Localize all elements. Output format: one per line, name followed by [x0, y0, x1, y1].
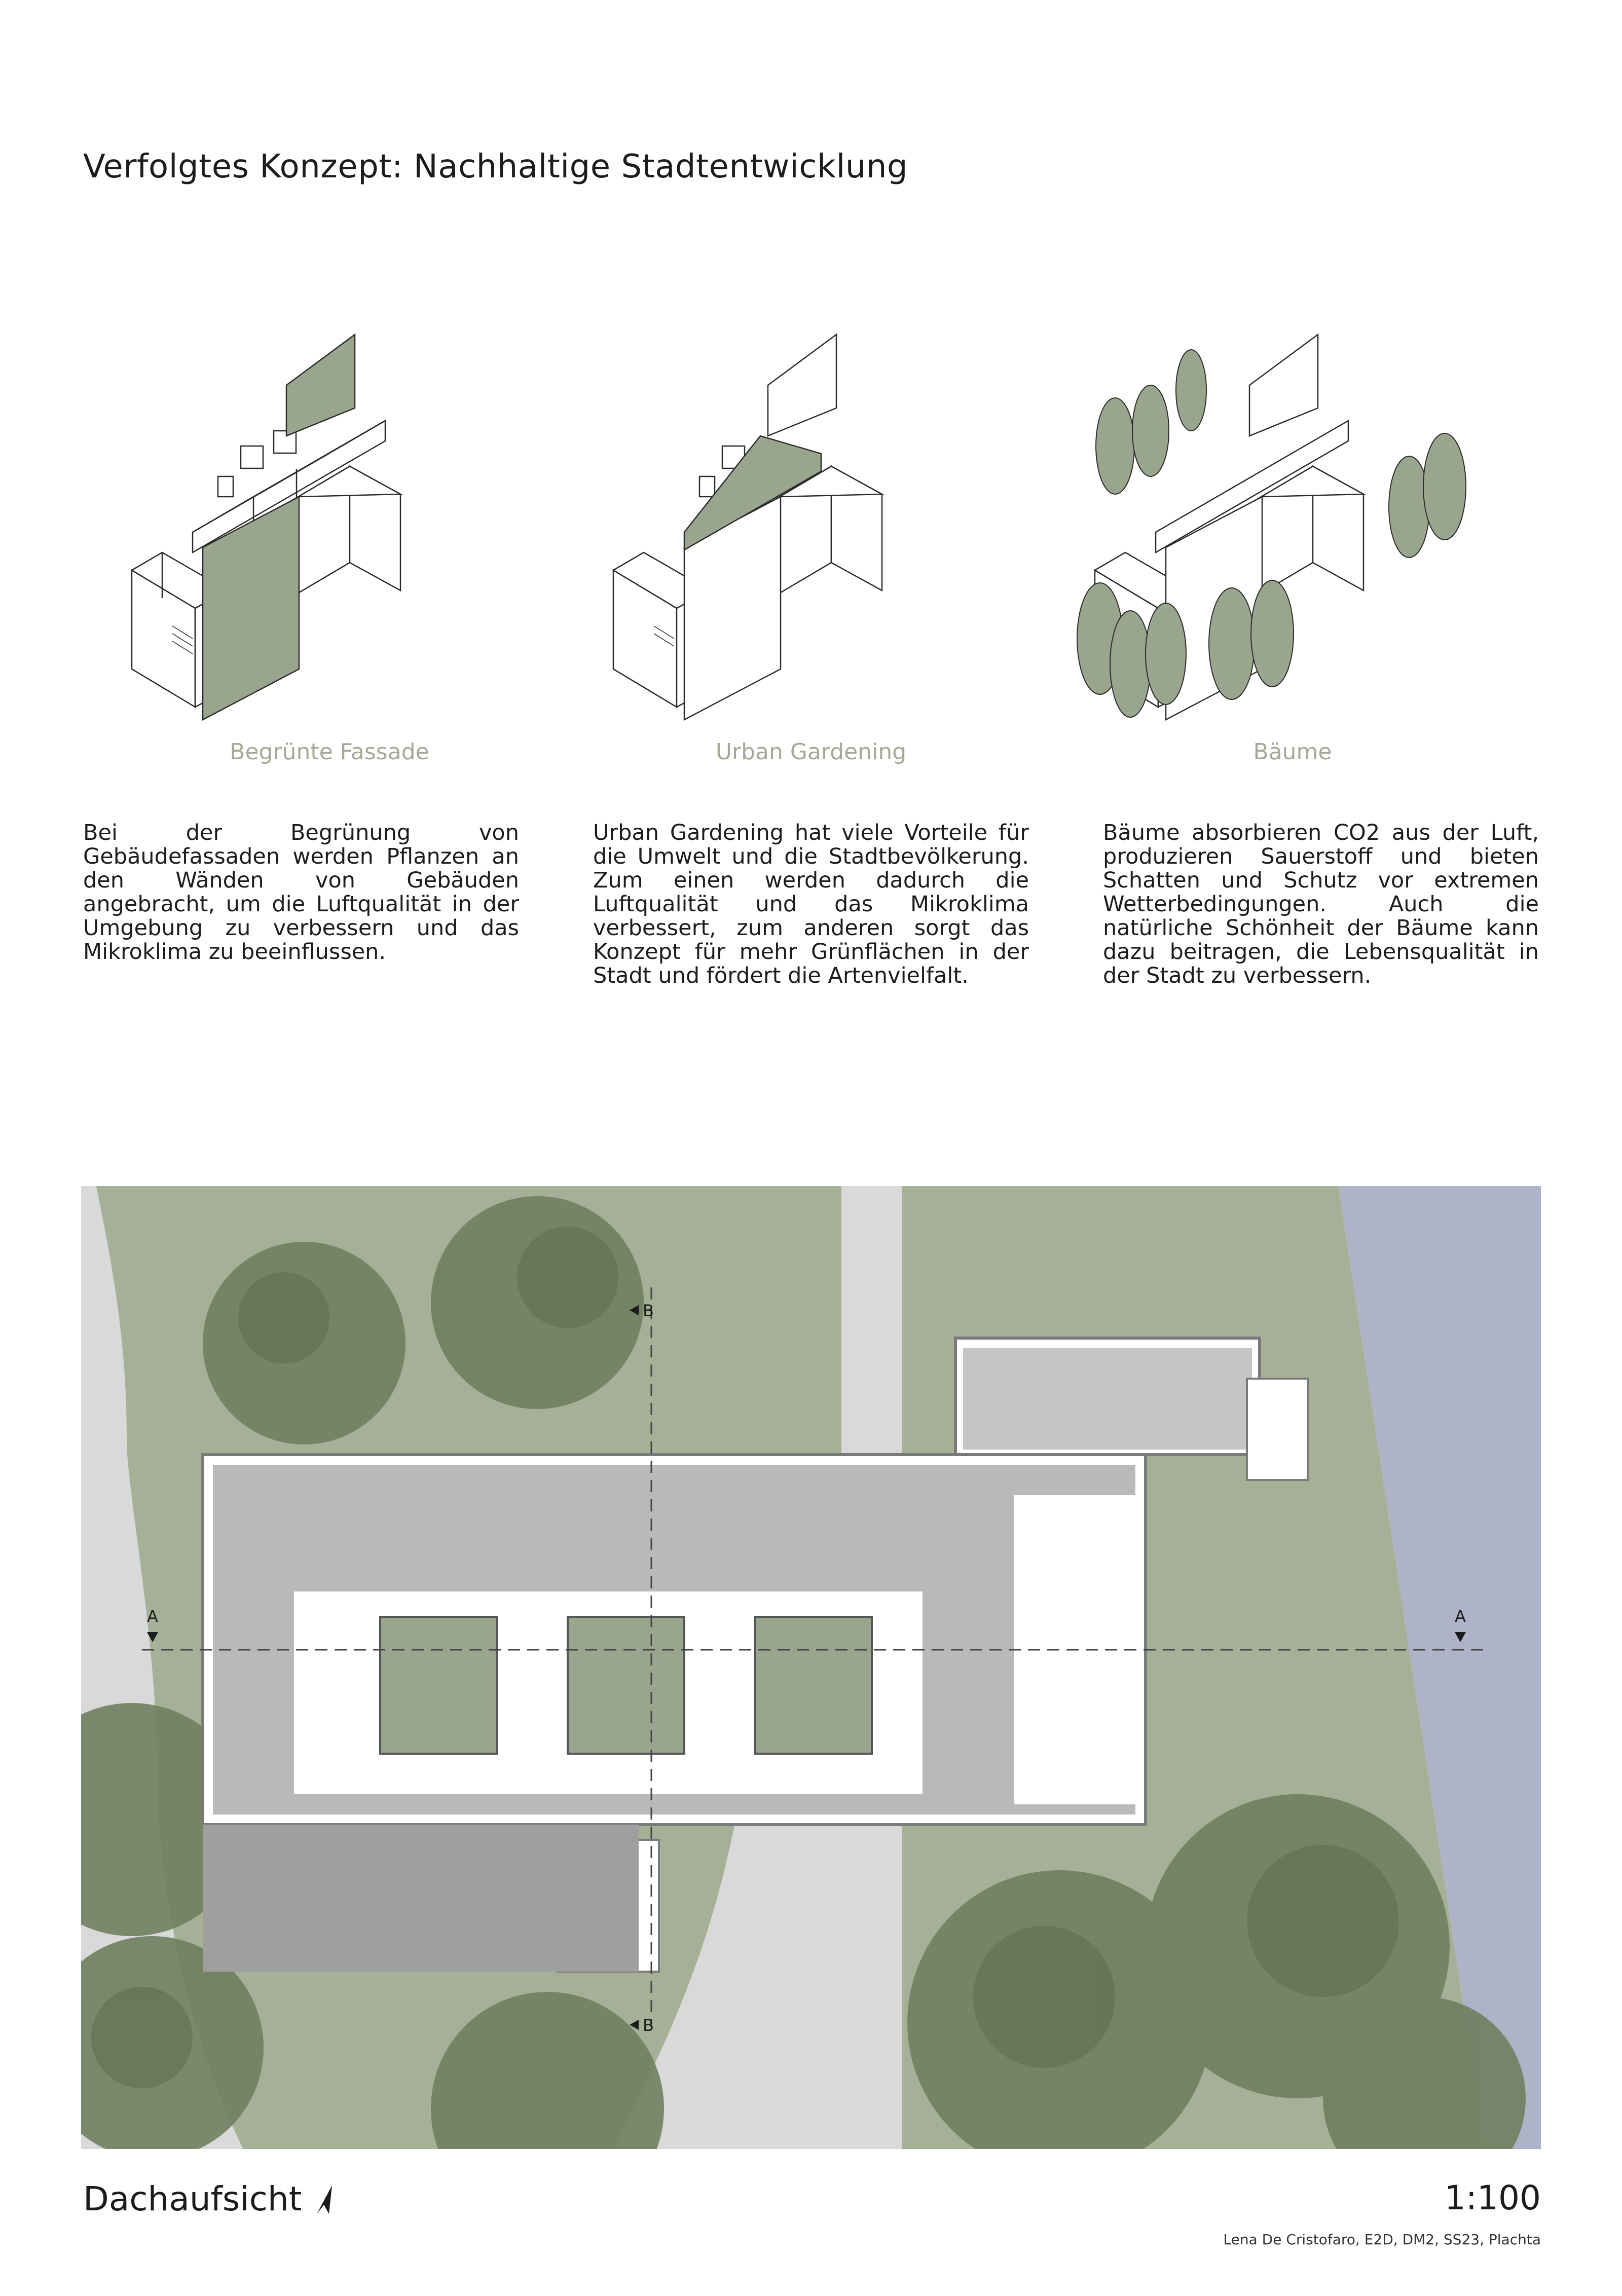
- roof-garden-2: [568, 1617, 684, 1754]
- iso-drawing-facade: [101, 314, 558, 740]
- site-plan: [81, 1186, 1541, 2149]
- iso-drawing-garden: [583, 314, 1039, 740]
- roof-garden-3: [755, 1617, 872, 1754]
- roof-garden-1: [380, 1617, 497, 1754]
- plan-title: Dachaufsicht: [83, 2179, 302, 2218]
- iso-drawing-trees: [1064, 314, 1521, 740]
- section-a-label-left: A: [147, 1607, 158, 1626]
- section-b-label-bottom: B: [643, 2016, 654, 2035]
- concept-text-facade: Bei der Begrünung von Gebäudefassaden werden Pflanzen an den Wänden von Gebäuden angebracht, um die Luftqualität in der Umgebung zu verbessern und das Mikroklima zu beeinflussen.: [83, 820, 519, 965]
- concept-text-garden: Urban Gardening hat viele Vorteile für die Umwelt und die Stadtbevölkerung. Zum einen werden dadurch die Luftqualität und das Mikroklima verbessert, zum anderen sorgt das Konzept für mehr Grünflächen in der Stadt und fördert die Artenvielfalt.: [593, 820, 1029, 988]
- credits: Lena De Cristofaro, E2D, DM2, SS23, Plachta: [1223, 2231, 1541, 2248]
- concept-caption-trees: Bäume: [1253, 739, 1332, 765]
- section-a-label-right: A: [1455, 1607, 1466, 1626]
- concept-caption-facade: Begrünte Fassade: [230, 739, 429, 765]
- concept-text-trees: Bäume absorbieren CO2 aus der Luft, produzieren Sauerstoff und bieten Schatten und Schutz vor extremen Wetterbedingungen. Auch die natürliche Schönheit der Bäume kann dazu beitragen, die Lebensqualität in der Stadt zu verbessern.: [1103, 820, 1539, 988]
- section-b-label-top: B: [643, 1301, 654, 1320]
- page-title: Verfolgtes Konzept: Nachhaltige Stadtentwicklung: [83, 148, 908, 186]
- concept-caption-garden: Urban Gardening: [715, 739, 907, 765]
- scale-label: 1:100: [1444, 2178, 1541, 2217]
- green-facade-back: [286, 335, 355, 436]
- north-arrow-icon: [312, 2184, 337, 2215]
